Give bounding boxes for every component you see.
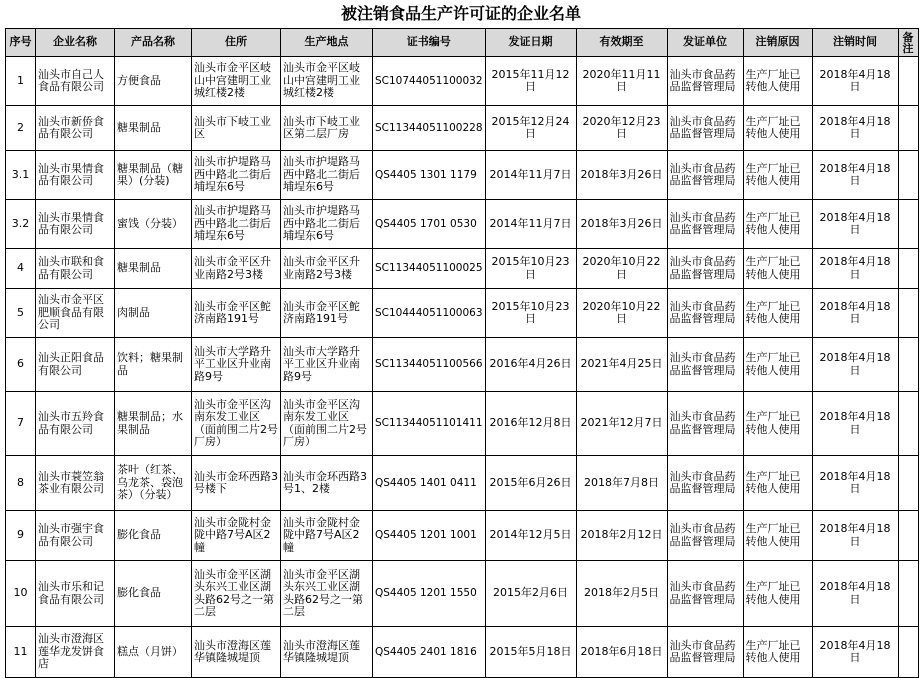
cell-cancel-date: 2018年4月18日 <box>812 151 898 200</box>
cell-issuer: 汕头市食品药品监督管理局 <box>667 511 743 561</box>
header-cancel-date: 注销时间 <box>812 29 898 57</box>
cell-note <box>898 511 918 561</box>
header-issuer: 发证单位 <box>667 29 743 57</box>
cell-company: 汕头市澄海区莲华龙发饼食店 <box>36 627 115 678</box>
cell-product: 糕点（月饼） <box>115 627 192 678</box>
cell-product: 糖果制品 <box>115 106 192 151</box>
cell-valid-until: 2018年3月26日 <box>576 151 667 200</box>
table-row <box>6 249 919 289</box>
cell-valid-until: 2018年2月5日 <box>576 561 667 627</box>
header-no: 序号 <box>6 29 36 57</box>
cell-no: 9 <box>6 511 36 561</box>
cell-reason: 生产厂址已转他人使用 <box>743 511 812 561</box>
license-table <box>5 28 919 678</box>
cell-note <box>898 456 918 511</box>
cell-product: 膨化食品 <box>115 511 192 561</box>
cell-site: 汕头市下岐工业区第二层厂房 <box>281 106 373 151</box>
cell-cancel-date: 2018年4月18日 <box>812 249 898 289</box>
cell-note <box>898 106 918 151</box>
cell-no: 3.1 <box>6 151 36 200</box>
cell-site: 汕头市澄海区莲华镇隆城堤顶 <box>281 627 373 678</box>
cell-address: 汕头市金平区沟南东发工业区（面前围二片2号厂房） <box>192 392 281 456</box>
cell-reason: 生产厂址已转他人使用 <box>743 392 812 456</box>
cell-site: 汕头市金平区岐山中宫建明工业城红楼2楼 <box>281 57 373 106</box>
cell-address: 汕头市金平区鮀济南路191号 <box>192 289 281 338</box>
cell-address: 汕头市大学路升平工业区升业南路9号 <box>192 338 281 392</box>
cell-address: 汕头市澄海区莲华镇隆城堤顶 <box>192 627 281 678</box>
cell-cancel-date: 2018年4月18日 <box>812 289 898 338</box>
cell-cancel-date: 2018年4月18日 <box>812 561 898 627</box>
cell-product: 糖果制品 <box>115 249 192 289</box>
cell-company: 汕头市果情食品有限公司 <box>36 151 115 200</box>
cell-no: 1 <box>6 57 36 106</box>
cell-cancel-date: 2018年4月18日 <box>812 627 898 678</box>
cell-reason: 生产厂址已转他人使用 <box>743 561 812 627</box>
cell-no: 3.2 <box>6 200 36 249</box>
cell-issuer: 汕头市食品药品监督管理局 <box>667 392 743 456</box>
table-row <box>6 106 919 151</box>
cell-issue-date: 2015年6月26日 <box>485 456 576 511</box>
cell-address: 汕头市金平区湖头东兴工业区湖头路62号之一第二层 <box>192 561 281 627</box>
cell-issuer: 汕头市食品药品监督管理局 <box>667 627 743 678</box>
cell-address: 汕头市金平区岐山中宫建明工业城红楼2楼 <box>192 57 281 106</box>
cell-cert: QS4405 1201 1550 <box>373 561 486 627</box>
table-row <box>6 456 919 511</box>
cell-reason: 生产厂址已转他人使用 <box>743 249 812 289</box>
table-row <box>6 392 919 456</box>
table-row <box>6 511 919 561</box>
cell-reason: 生产厂址已转他人使用 <box>743 151 812 200</box>
cell-company: 汕头市果情食品有限公司 <box>36 200 115 249</box>
cell-address: 汕头市金环西路3号楼下 <box>192 456 281 511</box>
cell-no: 5 <box>6 289 36 338</box>
cell-issue-date: 2015年10月23日 <box>485 289 576 338</box>
cell-valid-until: 2018年3月26日 <box>576 200 667 249</box>
table-row <box>6 338 919 392</box>
cell-reason: 生产厂址已转他人使用 <box>743 289 812 338</box>
table-row <box>6 627 919 678</box>
cell-issue-date: 2016年12月8日 <box>485 392 576 456</box>
cell-issuer: 汕头市食品药品监督管理局 <box>667 151 743 200</box>
table-row <box>6 151 919 200</box>
cell-site: 汕头市金平区鮀济南路191号 <box>281 289 373 338</box>
cell-cancel-date: 2018年4月18日 <box>812 106 898 151</box>
cell-issue-date: 2016年4月26日 <box>485 338 576 392</box>
header-company: 企业名称 <box>36 29 115 57</box>
cell-cert: SC11344051100566 <box>373 338 486 392</box>
cell-address: 汕头市护堤路马西中路北二街后埔埕东6号 <box>192 200 281 249</box>
cell-cancel-date: 2018年4月18日 <box>812 57 898 106</box>
cell-cert: SC11344051101411 <box>373 392 486 456</box>
cell-product: 蜜饯（分装） <box>115 200 192 249</box>
table-row <box>6 289 919 338</box>
cell-reason: 生产厂址已转他人使用 <box>743 627 812 678</box>
header-address: 住所 <box>192 29 281 57</box>
cell-issue-date: 2014年11月7日 <box>485 200 576 249</box>
cell-site: 汕头市金平区湖头东兴工业区湖头路62号之一第二层 <box>281 561 373 627</box>
cell-address: 汕头市金陇村金陇中路7号A区2幢 <box>192 511 281 561</box>
cell-no: 7 <box>6 392 36 456</box>
cell-note <box>898 249 918 289</box>
cell-note <box>898 338 918 392</box>
cell-site: 汕头市大学路升平工业区升业南路9号 <box>281 338 373 392</box>
cell-issue-date: 2015年2月6日 <box>485 561 576 627</box>
cell-product: 糖果制品（糖果）(分装) <box>115 151 192 200</box>
cell-issuer: 汕头市食品药品监督管理局 <box>667 200 743 249</box>
cell-cert: QS4405 1401 0411 <box>373 456 486 511</box>
header-cert: 证书编号 <box>373 29 486 57</box>
cell-reason: 生产厂址已转他人使用 <box>743 456 812 511</box>
cell-cancel-date: 2018年4月18日 <box>812 511 898 561</box>
cell-reason: 生产厂址已转他人使用 <box>743 338 812 392</box>
cell-issuer: 汕头市食品药品监督管理局 <box>667 561 743 627</box>
cell-product: 膨化食品 <box>115 561 192 627</box>
cell-valid-until: 2020年10月22日 <box>576 289 667 338</box>
cell-issuer: 汕头市食品药品监督管理局 <box>667 106 743 151</box>
header-product: 产品名称 <box>115 29 192 57</box>
cell-reason: 生产厂址已转他人使用 <box>743 106 812 151</box>
cell-product: 肉制品 <box>115 289 192 338</box>
cell-address: 汕头市下岐工业区 <box>192 106 281 151</box>
cell-note <box>898 392 918 456</box>
header-issue-date: 发证日期 <box>485 29 576 57</box>
cell-company: 汕头市强宇食品有限公司 <box>36 511 115 561</box>
cell-address: 汕头市护堤路马西中路北二街后埔埕东6号 <box>192 151 281 200</box>
cell-valid-until: 2020年10月22日 <box>576 249 667 289</box>
cell-no: 8 <box>6 456 36 511</box>
cell-cert: QS4405 1701 0530 <box>373 200 486 249</box>
cell-reason: 生产厂址已转他人使用 <box>743 200 812 249</box>
cell-cert: SC11344051100025 <box>373 249 486 289</box>
cell-company: 汕头市自己人食品有限公司 <box>36 57 115 106</box>
cell-cancel-date: 2018年4月18日 <box>812 392 898 456</box>
cell-product: 饮料；糖果制品 <box>115 338 192 392</box>
cell-issue-date: 2015年5月18日 <box>485 627 576 678</box>
cell-no: 2 <box>6 106 36 151</box>
table-row <box>6 57 919 106</box>
cell-company: 汕头市金平区肥顺食品有限公司 <box>36 289 115 338</box>
header-reason: 注销原因 <box>743 29 812 57</box>
cell-no: 4 <box>6 249 36 289</box>
cell-company: 汕头正阳食品有限公司 <box>36 338 115 392</box>
cell-product: 茶叶（红茶、乌龙茶、袋泡茶）（分装） <box>115 456 192 511</box>
cell-cert: SC11344051100228 <box>373 106 486 151</box>
header-site: 生产地点 <box>281 29 373 57</box>
cell-issuer: 汕头市食品药品监督管理局 <box>667 456 743 511</box>
cell-site: 汕头市金环西路3号1、2楼 <box>281 456 373 511</box>
cell-issue-date: 2014年11月7日 <box>485 151 576 200</box>
cell-address: 汕头市金平区升业南路2号3楼 <box>192 249 281 289</box>
cell-issue-date: 2015年10月23日 <box>485 249 576 289</box>
cell-cert: QS4405 1301 1179 <box>373 151 486 200</box>
cell-site: 汕头市护堤路马西中路北二街后埔埕东6号 <box>281 151 373 200</box>
cell-issue-date: 2015年11月12日 <box>485 57 576 106</box>
cell-cancel-date: 2018年4月18日 <box>812 456 898 511</box>
cell-cancel-date: 2018年4月18日 <box>812 338 898 392</box>
cell-cert: QS4405 1201 1001 <box>373 511 486 561</box>
cell-cert: QS4405 2401 1816 <box>373 627 486 678</box>
cell-note <box>898 200 918 249</box>
header-valid-until: 有效期至 <box>576 29 667 57</box>
cell-note <box>898 289 918 338</box>
cell-issuer: 汕头市食品药品监督管理局 <box>667 57 743 106</box>
cell-valid-until: 2021年4月25日 <box>576 338 667 392</box>
cell-product: 方便食品 <box>115 57 192 106</box>
cell-cancel-date: 2018年4月18日 <box>812 200 898 249</box>
cell-issuer: 汕头市食品药品监督管理局 <box>667 338 743 392</box>
cell-product: 糖果制品；水果制品 <box>115 392 192 456</box>
cell-note <box>898 151 918 200</box>
cell-cert: SC10744051100032 <box>373 57 486 106</box>
cell-company: 汕头市联和食品有限公司 <box>36 249 115 289</box>
table-row <box>6 561 919 627</box>
cell-company: 汕头市新侨食品有限公司 <box>36 106 115 151</box>
cell-site: 汕头市金平区沟南东发工业区（面前围二片2号厂房） <box>281 392 373 456</box>
table-row <box>6 200 919 249</box>
cell-no: 10 <box>6 561 36 627</box>
cell-valid-until: 2020年11月11日 <box>576 57 667 106</box>
cell-no: 11 <box>6 627 36 678</box>
cell-note <box>898 627 918 678</box>
cell-reason: 生产厂址已转他人使用 <box>743 57 812 106</box>
cell-valid-until: 2018年6月18日 <box>576 627 667 678</box>
page-title: 被注销食品生产许可证的企业名单 <box>340 4 581 23</box>
cell-valid-until: 2020年12月23日 <box>576 106 667 151</box>
cell-valid-until: 2018年7月8日 <box>576 456 667 511</box>
cell-company: 汕头市蓑笠翁茶业有限公司 <box>36 456 115 511</box>
header-row <box>6 29 919 57</box>
cell-site: 汕头市金平区升业南路2号3楼 <box>281 249 373 289</box>
cell-issuer: 汕头市食品药品监督管理局 <box>667 249 743 289</box>
cell-company: 汕头市五羚食品有限公司 <box>36 392 115 456</box>
cell-company: 汕头市乐和记食品有限公司 <box>36 561 115 627</box>
cell-issue-date: 2014年12月5日 <box>485 511 576 561</box>
cell-valid-until: 2021年12月7日 <box>576 392 667 456</box>
cell-issuer: 汕头市食品药品监督管理局 <box>667 289 743 338</box>
cell-site: 汕头市护堤路马西中路北二街后埔埕东6号 <box>281 200 373 249</box>
cell-note <box>898 561 918 627</box>
cell-no: 6 <box>6 338 36 392</box>
cell-valid-until: 2018年2月12日 <box>576 511 667 561</box>
cell-note <box>898 57 918 106</box>
cell-issue-date: 2015年12月24日 <box>485 106 576 151</box>
cell-cert: SC10444051100063 <box>373 289 486 338</box>
cell-site: 汕头市金陇村金陇中路7号A区2幢 <box>281 511 373 561</box>
header-note: 备注 <box>898 29 918 57</box>
